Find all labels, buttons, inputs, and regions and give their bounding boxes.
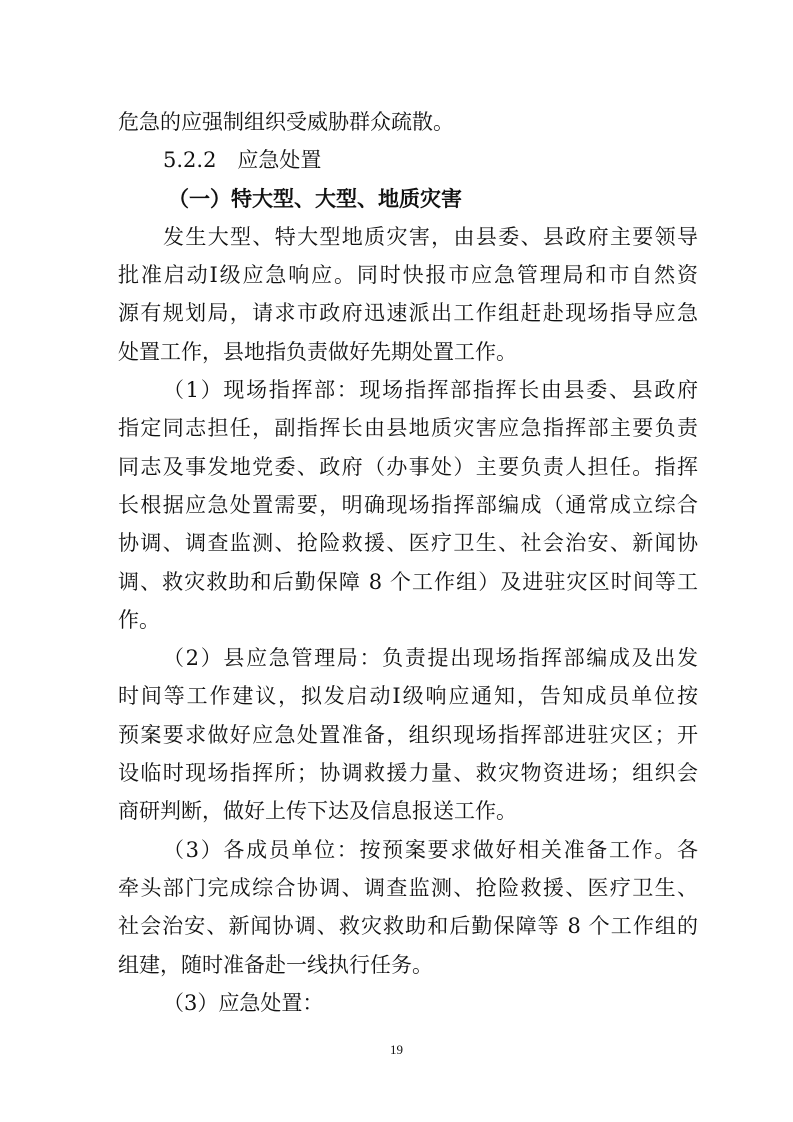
text-line: 处置工作，县地指负责做好先期处置工作。 bbox=[118, 339, 517, 364]
text-line: 设临时现场指挥所；协调救援力量、救灾物资进场；组织会 bbox=[118, 761, 698, 786]
section-heading: （一）特大型、大型、地质灾害 bbox=[168, 186, 462, 211]
text-line: 协调、调查监测、抢险救援、医疗卫生、社会治安、新闻协 bbox=[118, 531, 698, 556]
text-line: 同志及事发地党委、政府（办事处）主要负责人担任。指挥 bbox=[118, 454, 698, 479]
text-line: （3）应急处置： bbox=[163, 990, 324, 1015]
text-line: 社会治安、新闻协调、救灾救助和后勤保障等 8 个工作组的 bbox=[118, 914, 698, 939]
text-line: 发生大型、特大型地质灾害，由县委、县政府主要领导 bbox=[163, 224, 698, 249]
text-line: 指定同志担任，副指挥长由县地质灾害应急指挥部主要负责 bbox=[118, 416, 698, 441]
text-line: 源有规划局，请求市政府迅速派出工作组赶赴现场指导应急 bbox=[118, 301, 698, 326]
text-line: 商研判断，做好上传下达及信息报送工作。 bbox=[118, 799, 517, 824]
text-line: 组建，随时准备赴一线执行任务。 bbox=[118, 952, 433, 977]
text-line: 5.2.2 应急处置 bbox=[163, 148, 322, 173]
document-body bbox=[118, 103, 698, 1022]
text-line: 时间等工作建议，拟发启动Ⅰ级响应通知，告知成员单位按 bbox=[118, 684, 698, 709]
text-line: 批准启动Ⅰ级应急响应。同时快报市应急管理局和市自然资 bbox=[118, 263, 698, 288]
text-line: （1）现场指挥部：现场指挥部指挥长由县委、县政府 bbox=[163, 378, 698, 403]
text-line: 危急的应强制组织受威胁群众疏散。 bbox=[118, 110, 454, 134]
text-line: 作。 bbox=[118, 607, 160, 632]
text-line: 长根据应急处置需要，明确现场指挥部编成（通常成立综合 bbox=[118, 492, 698, 517]
text-line: 调、救灾救助和后勤保障 8 个工作组）及进驻灾区时间等工 bbox=[118, 569, 698, 594]
text-line: 预案要求做好应急处置准备，组织现场指挥部进驻灾区；开 bbox=[118, 722, 698, 747]
text-line: （2）县应急管理局：负责提出现场指挥部编成及出发 bbox=[163, 646, 698, 671]
text-line: （3）各成员单位：按预案要求做好相关准备工作。各 bbox=[163, 837, 698, 862]
text-line: 牵头部门完成综合协调、调查监测、抢险救援、医疗卫生、 bbox=[118, 875, 698, 900]
page-number: 19 bbox=[390, 1042, 403, 1057]
